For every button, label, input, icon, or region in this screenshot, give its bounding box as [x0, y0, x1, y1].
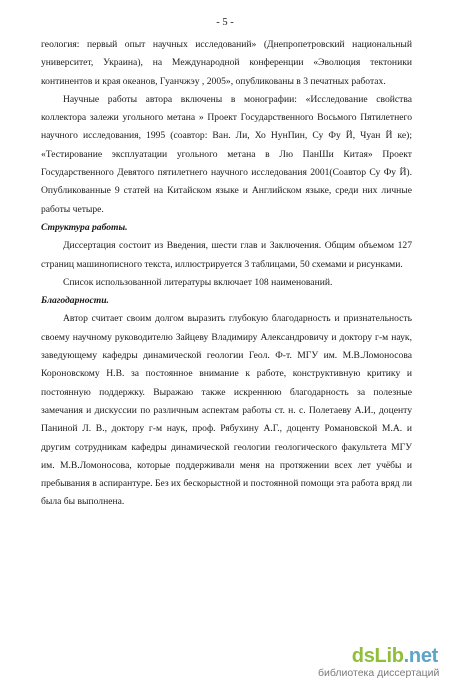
heading-structure: Структура работы. [41, 221, 128, 233]
logo-text-main: dsLib [351, 645, 404, 667]
dslib-watermark [318, 645, 438, 679]
paragraph-monographs: Научные работы автора включены в монографии: «Исследование свойства коллектора залежи угольного метана » Проект Государственного Восьмого Пятилетнего научного исследования, 1995 (соавтор: Ван. Ли, Хо НунПин, Су Фу Й, Чуан Й ке); «Тестирование эксплуатации угольного метана в Лю ПанШи Китая» Проект Государственного Девятого пятилетнего научного исследования 2001(Соавтор Су Фу Й). Опубликованные 9 статей на Китайском языке и Английском языке, среди них личные работы четыре. [41, 93, 412, 215]
heading-acknowledgements: Благодарности. [41, 295, 109, 307]
body-text [41, 36, 412, 512]
paragraph-references-count: Список использованной литературы включает 108 наименований. [63, 276, 333, 288]
page-number: - 5 - [216, 17, 234, 28]
dslib-logo [318, 645, 438, 667]
paragraph-conferences: геология: первый опыт научных исследований» (Днепропетровский национальный университет, Украина), на Международной конференции «Эволюция тектоники континентов и края океанов, Гуанчжэу , 2005», опубликованы в 3 печатных работах. [41, 39, 412, 87]
logo-text-domain: .net [403, 645, 438, 667]
paragraph-acknowledgements: Автор считает своим долгом выразить глубокую благодарность и признательность своему научному руководителю Зайцеву Владимиру Александровичу и доктору г-м наук, заведующему кафедры динамической геологии Геол. Ф-т. МГУ им. М.В.Ломоносова Короновскому Н.В. за постоянное внимание к работе, конструктивную критику и постоянную поддержку. Выражаю также искреннюю благодарность за полезные замечания и дискуссии по различным аспектам работы ст. н. с. Полетаеву А.И., доценту Паниной Л. В., доктору г-м наук, проф. Рябухину А.Г., доценту Романовской М.А. и другим сотрудникам кафедры динамической геологии геологического факультета МГУ им. М.В.Ломоносова, которые поддерживали меня на протяжении всех лет учёбы и пребывания в аспирантуре. Без их бескорыстной и постоянной помощи эта работа вряд ли была бы выполнена. [41, 313, 412, 508]
paragraph-structure: Диссертация состоит из Введения, шести глав и Заключения. Общим объемом 127 страниц машинописного текста, иллюстрируется 3 таблицами, 50 схемами и рисунками. [41, 240, 412, 270]
watermark-subtitle: библиотека диссертаций [318, 667, 440, 679]
